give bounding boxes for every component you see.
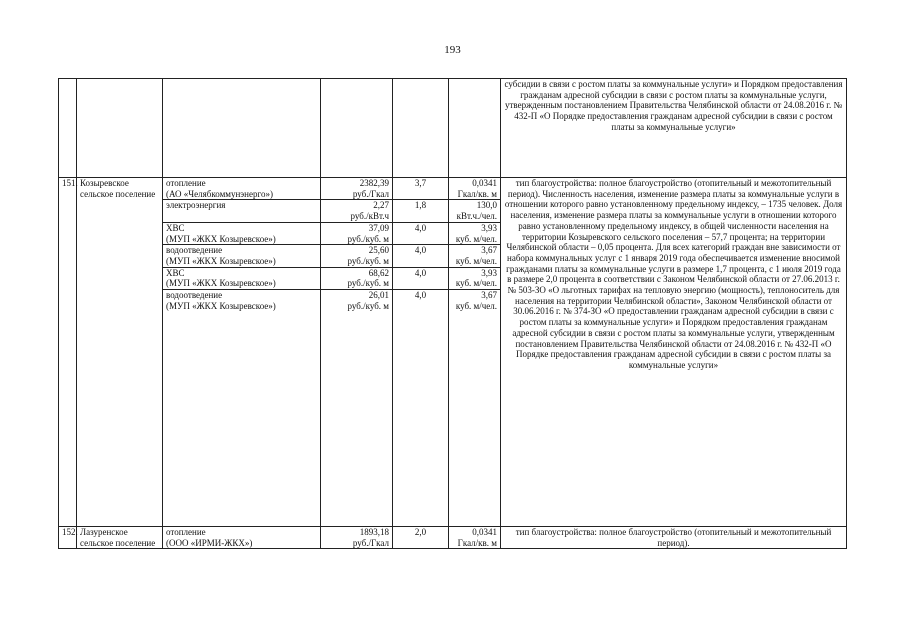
norm-value: 0,0341 [472, 527, 497, 538]
service-cell [163, 290, 321, 527]
norm-cell [449, 178, 501, 200]
tariff-unit: руб./куб. м [347, 278, 389, 289]
norm-unit: куб. м/чел. [455, 255, 497, 266]
tariff-value: 1893,18 [359, 527, 389, 538]
norm-value: 130,0 [476, 200, 497, 211]
norm-unit: куб. м/чел. [455, 278, 497, 289]
tariff-unit: руб./Гкал [352, 537, 389, 548]
description: тип благоустройства: полное благоустройство (отопительный и межотопительный период). Численность населения, изменение размера платы за коммунальные услуги в отношении которого равно установленному предельному индексу, – 1735 человек. Доля населения, изменение размера платы за коммунальные услуги в отношении которого равно установленному предельному индексу, в общей численности населения на территории Козыревского сельского поселения – 57,7 процента; на территории Челябинской области – 0,05 процента. Для всех категорий граждан вне зависимости от набора коммунальных услуг с 1 января 2019 года обеспечивается изменение вносимой гражданами платы за коммунальные услуги в размере 1,7 процента, с 1 июля 2019 года в размере 2,0 процента в соответствии с Законом Челябинской области от 27.06.2013 г. № 503-ЗО «О льготных тарифах на тепловую энергию (мощность), теплоноситель для населения на территории Челябинской области», Законом Челябинской области от 30.06.2016 г. № 374-ЗО «О предоставлении гражданам адресной субсидии в связи с ростом платы за коммунальные услуги» и Порядком предоставления гражданам адресной субсидии в связи с ростом платы за коммунальные услуги, утвержденным постановлением Правительства Челябинской области от 24.08.2016 г. № 432-П «О Порядке предоставления гражданам адресной субсидии в связи с ростом платы за коммунальные услуги» [501, 178, 847, 527]
tariff-cell [321, 222, 393, 244]
norm-unit: куб. м/чел. [455, 233, 497, 244]
service-provider: (ООО «ИРМИ-ЖКХ») [166, 537, 253, 548]
rate-value: 2,0 [393, 527, 449, 549]
service-name: электроэнергия [166, 200, 226, 211]
service-name: ХВС [166, 267, 185, 278]
norm-cell [449, 245, 501, 267]
cell-description: субсидии в связи с ростом платы за коммунальные услуги» и Порядком предоставления гражданам адресной субсидии в связи с ростом платы за коммунальные услуги, утвержденным постановлением Правительства Челябинской области от 24.08.2016 г. № 432-П «О Порядке предоставления гражданам адресной субсидии в связи с ростом платы за коммунальные услуги» [501, 79, 847, 178]
tariff-unit: руб./куб. м [347, 233, 389, 244]
service-provider: (МУП «ЖКХ Козыревское») [166, 300, 276, 311]
tariff-value: 25,60 [368, 245, 389, 256]
tariff-unit: руб./куб. м [347, 255, 389, 266]
cell-rate [393, 79, 449, 178]
service-cell [163, 178, 321, 200]
tariff-unit: руб./Гкал [352, 188, 389, 199]
tariff-value: 2382,39 [359, 178, 389, 188]
norm-unit: Гкал/кв. м [457, 537, 497, 548]
cell-tariff [321, 79, 393, 178]
tariff-value: 68,62 [368, 267, 389, 278]
table-row [59, 527, 847, 549]
service-provider: (АО «Челябкоммунэнерго») [166, 188, 273, 199]
tariff-cell [321, 245, 393, 267]
settlement-name: Козыревское сельское поселение [77, 178, 163, 527]
tariff-unit: руб./куб. м [347, 300, 389, 311]
cell-number [59, 79, 77, 178]
norm-cell [449, 222, 501, 244]
service-name: водоотведение [166, 290, 223, 301]
rate-value: 1,8 [393, 200, 449, 222]
service-cell [163, 200, 321, 222]
tariff-value: 26,01 [368, 290, 389, 301]
norm-value: 3,67 [481, 245, 497, 256]
norm-cell [449, 527, 501, 549]
norm-cell [449, 290, 501, 527]
service-cell [163, 222, 321, 244]
rate-value: 4,0 [393, 222, 449, 244]
page-number: 193 [444, 44, 461, 56]
tariff-cell [321, 290, 393, 527]
settlement-name: Лазуренское сельское поселение [77, 527, 163, 549]
rate-value: 3,7 [393, 178, 449, 200]
norm-value: 3,93 [481, 267, 497, 278]
norm-cell [449, 200, 501, 222]
table-row-continuation [59, 79, 847, 178]
tariff-table [58, 78, 847, 549]
tariff-value: 37,09 [368, 222, 389, 233]
rate-value: 4,0 [393, 267, 449, 289]
service-cell [163, 267, 321, 289]
tariff-unit: руб./кВт.ч [350, 211, 389, 222]
service-cell [163, 245, 321, 267]
service-provider: (МУП «ЖКХ Козыревское») [166, 278, 276, 289]
cell-service [163, 79, 321, 178]
norm-cell [449, 267, 501, 289]
tariff-cell [321, 527, 393, 549]
norm-unit: Гкал/кв. м [457, 188, 497, 199]
rate-value: 4,0 [393, 245, 449, 267]
norm-value: 3,93 [481, 222, 497, 233]
service-name: отопление [166, 527, 206, 538]
tariff-cell [321, 200, 393, 222]
cell-norm [449, 79, 501, 178]
cell-settlement [77, 79, 163, 178]
service-name: водоотведение [166, 245, 223, 256]
table-row [59, 178, 847, 200]
norm-unit: кВт.ч./чел. [456, 211, 497, 222]
norm-value: 3,67 [481, 290, 497, 301]
row-number: 152. [59, 527, 77, 549]
service-provider: (МУП «ЖКХ Козыревское») [166, 255, 276, 266]
tariff-cell [321, 178, 393, 200]
norm-unit: куб. м/чел. [455, 300, 497, 311]
row-number: 151. [59, 178, 77, 527]
norm-value: 0,0341 [472, 178, 497, 188]
rate-value: 4,0 [393, 290, 449, 527]
tariff-cell [321, 267, 393, 289]
service-name: ХВС [166, 222, 185, 233]
tariff-value: 2,27 [373, 200, 389, 211]
service-name: отопление [166, 178, 206, 188]
service-cell [163, 527, 321, 549]
service-provider: (МУП «ЖКХ Козыревское») [166, 233, 276, 244]
description: тип благоустройства: полное благоустройство (отопительный и межотопительный период). [501, 527, 847, 549]
